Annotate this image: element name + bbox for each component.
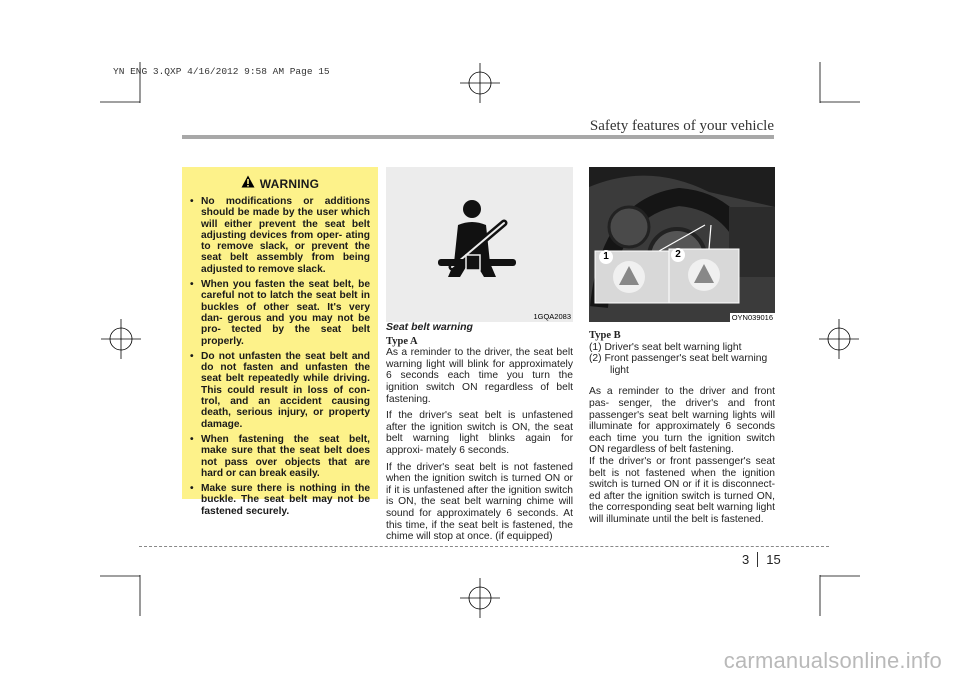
footer-rule: [139, 546, 829, 547]
warning-item: • When you fasten the seat belt, be careful not to latch the seat belt in buckles of other seat. It's very dan- gerous and you may not be pro- tected by the seat belt properly.: [190, 279, 370, 347]
type-b-label: Type B: [589, 330, 621, 341]
paragraph: As a reminder to the driver and front pas- senger, the driver's and front passenger's seat belt warning lights will illuminate for approximately 6 seconds each time you turn the ignition switch ON regardless of belt fastening.: [589, 386, 775, 456]
paragraph: As a reminder to the driver, the seat belt warning light will blink for approximately 6 seconds each time you turn the ignition switch ON regardless of belt fastening.: [386, 347, 573, 405]
seat-belt-warning-figure: [386, 167, 573, 322]
figure-code: 1GQA2083: [533, 312, 571, 321]
watermark: carmanualsonline.info: [723, 648, 942, 673]
paragraph: If the driver's or front passenger's seat belt is not fastened when the ignition switch is turned ON or if it is disconnect- ed after the ignition switch is turned ON, the corresponding seat belt warning light will illuminate until the belt is fastened.: [589, 455, 775, 525]
warning-item: • Make sure there is nothing in the buckle. The seat belt may not be fastened securely.: [190, 483, 370, 517]
warning-item: • Do not unfasten the seat belt and do not fasten and unfasten the seat belt repeatedly while driving. This could result in loss of con- trol, and an accident causing death, serious injury, or property damage.: [190, 351, 370, 430]
warning-title: WARNING: [259, 177, 320, 191]
header-rule: [182, 135, 774, 139]
legend-item: (1) Driver's seat belt warning light: [589, 341, 742, 353]
seat-belt-warning-icon: [386, 167, 573, 322]
callout-badge-1: 1: [599, 250, 613, 264]
print-slug: YN ENG 3.QXP 4/16/2012 9:58 AM Page 15: [113, 66, 330, 77]
warning-box: [182, 167, 378, 517]
paragraph: If the driver's seat belt is unfastened after the ignition switch is ON, the seat belt warning light blinks again for approxi- mately 6 seconds.: [386, 410, 573, 456]
page-number-divider: [757, 552, 758, 567]
paragraph: If the driver's seat belt is not fastened when the ignition switch is turned ON or if it is unfastened after the ignition switch is ON, the seat belt warning chime will sound for approximately 6 seconds. At this time, if the seat belt is fastened, the chime will stop at once. (if equipped): [386, 461, 573, 543]
dashboard-illustration: [589, 167, 775, 322]
instrument-cluster-figure: [589, 167, 775, 322]
warning-list: [190, 196, 370, 517]
section-heading: Seat belt warning: [386, 321, 473, 333]
page-number-value: 15: [766, 552, 781, 567]
type-b-section: [589, 330, 775, 531]
type-a-label: Type A: [386, 335, 418, 347]
section-title: Safety features of your vehicle: [589, 118, 774, 134]
page-number: [742, 552, 781, 567]
warning-item: • When fastening the seat belt, make sure that the seat belt does not pass over objects that are hard or can break easily.: [190, 434, 370, 479]
seat-belt-warning-section: [386, 322, 573, 548]
chapter-number: 3: [742, 552, 750, 567]
figure-code: OYN039016: [731, 313, 773, 322]
warning-triangle-icon: [241, 175, 255, 193]
warning-item: • No modifications or additions should be made by the user which will either prevent the seat belt adjusting devices from oper- ating to remove slack, or prevent the seat belt assembly from being adjusted to remove slack.: [190, 196, 370, 275]
warning-header: [190, 175, 370, 193]
callout-badge-2: 2: [671, 248, 685, 262]
legend-item: (2) Front passenger's seat belt warning light: [589, 353, 768, 376]
